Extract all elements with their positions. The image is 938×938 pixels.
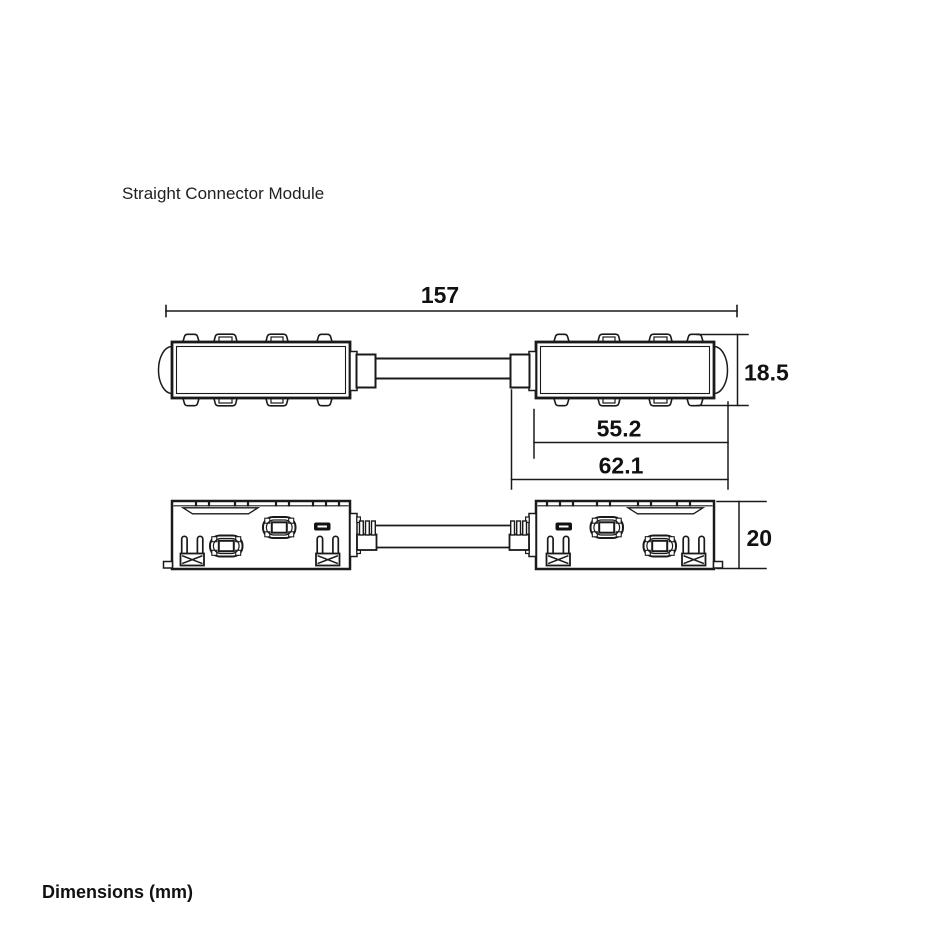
connector-step bbox=[350, 352, 376, 391]
dim-label-module-height: 18.5 bbox=[744, 359, 789, 386]
footer-note: Dimensions (mm) bbox=[42, 882, 194, 902]
dim-label-module-total-length: 62.1 bbox=[598, 452, 644, 479]
dim-module-depth bbox=[717, 502, 772, 569]
fastener-boss bbox=[210, 536, 243, 557]
module-top-view-right bbox=[511, 334, 728, 406]
module-body bbox=[172, 342, 350, 398]
dim-label-overall-length: 157 bbox=[420, 282, 460, 308]
module-bottom-view-left bbox=[164, 501, 377, 569]
module-bottom-view-right bbox=[510, 501, 723, 569]
mounting-tabs bbox=[183, 334, 332, 341]
bottom-view bbox=[164, 501, 723, 569]
mounting-foot bbox=[164, 562, 173, 569]
dim-overall-length bbox=[166, 282, 737, 317]
dim-label-module-depth: 20 bbox=[746, 525, 773, 551]
page-title: Straight Connector Module bbox=[122, 184, 325, 203]
contact-slot bbox=[314, 523, 331, 531]
module-top-view-left bbox=[159, 334, 376, 406]
connector-comb bbox=[350, 514, 377, 557]
dim-label-module-body-length: 55.2 bbox=[596, 415, 642, 442]
cable-bottom-view bbox=[377, 526, 510, 548]
top-view bbox=[159, 334, 728, 406]
cable-top-view bbox=[376, 359, 511, 379]
